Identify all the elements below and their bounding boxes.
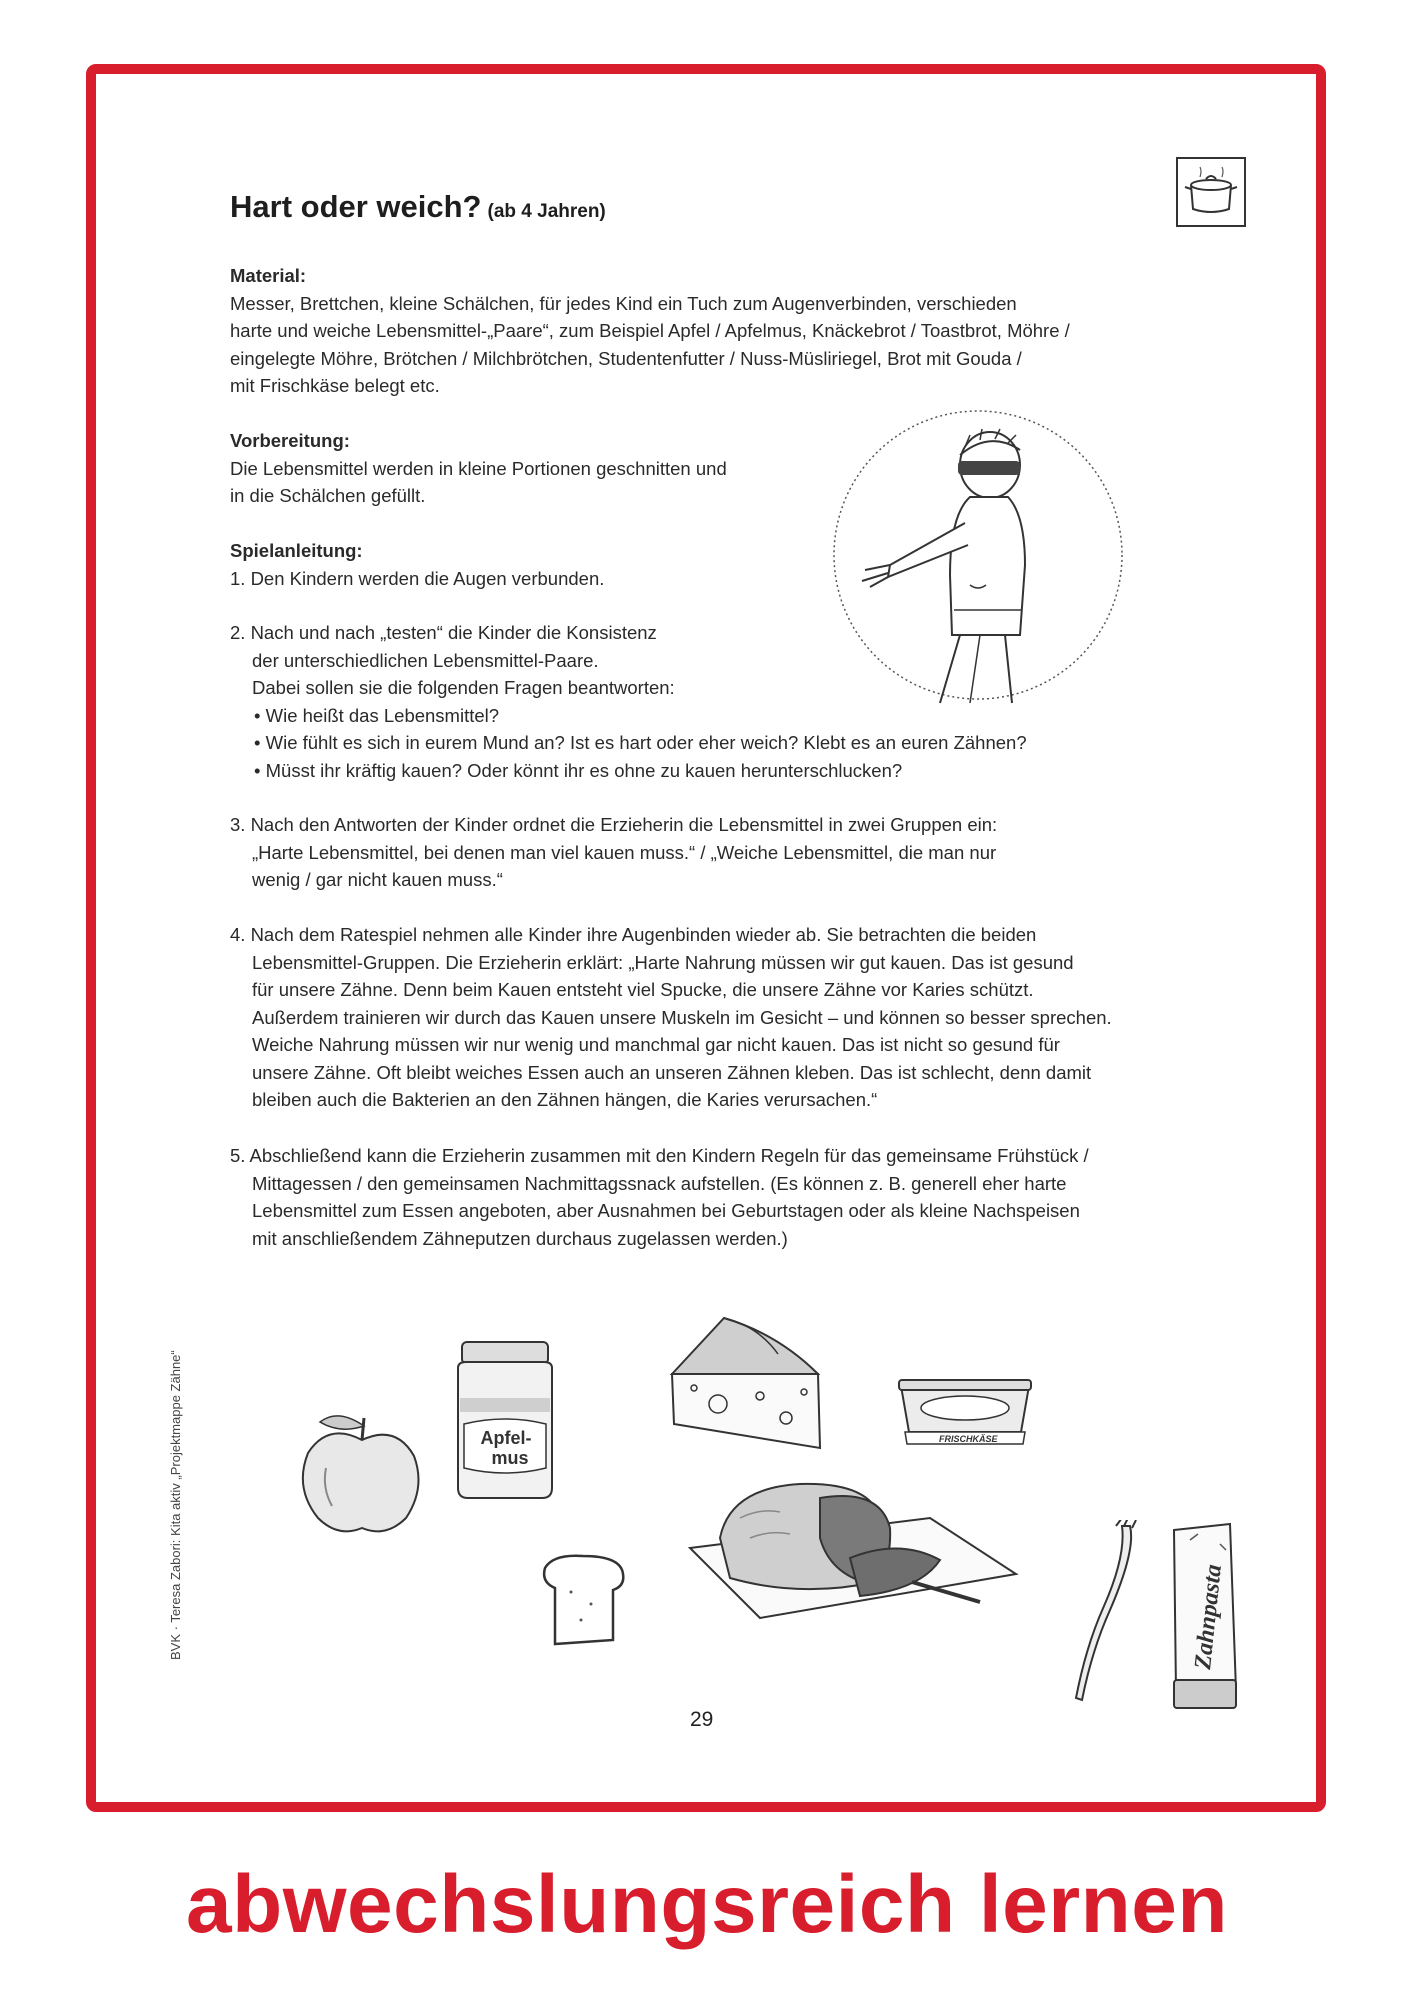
bullet-item: • Wie fühlt es sich in eurem Mund an? Ist es hart oder eher weich? Klebt es an euren Zähnen? <box>254 732 1027 753</box>
cream-cheese-tub-illustration <box>895 1372 1035 1452</box>
step-5-line: Mittagessen / den gemeinsamen Nachmittagssnack aufstellen. (Es können z. B. generell eher harte <box>252 1172 1067 1194</box>
step-4-line: 4. Nach dem Ratespiel nehmen alle Kinder ihre Augenbinden wieder ab. Sie betrachten die beiden <box>230 924 1037 945</box>
bread-on-board-illustration <box>680 1478 1020 1638</box>
step-2-line: Dabei sollen sie die folgenden Fragen beantworten: <box>252 677 675 698</box>
step-4-line: bleiben auch die Bakterien an den Zähnen hängen, die Karies verursachen.“ <box>252 1089 878 1110</box>
step-3-line: wenig / gar nicht kauen muss.“ <box>252 869 503 890</box>
cream-cheese-label: FRISCHKÄSE <box>939 1434 998 1444</box>
page-title: Hart oder weich? (ab 4 Jahren) <box>230 189 606 224</box>
step-3 <box>230 811 997 894</box>
bullet-item: • Müsst ihr kräftig kauen? Oder könnt ihr es ohne zu kauen herunterschlucken? <box>254 759 903 781</box>
step-5 <box>230 1142 1089 1252</box>
material-section <box>230 262 1070 400</box>
step-2-line: der unterschiedlichen Lebensmittel-Paare. <box>252 649 599 671</box>
vorbereitung-section <box>230 427 727 510</box>
step-4-line: Lebensmittel-Gruppen. Die Erzieherin erklärt: „Harte Nahrung müssen wir gut kauen. Das ist gesund <box>252 951 1074 973</box>
material-line: Messer, Brettchen, kleine Schälchen, für jedes Kind ein Tuch zum Augenverbinden, verschieden <box>230 292 1017 314</box>
spielanleitung-section <box>230 537 604 592</box>
apple-illustration <box>298 1408 426 1540</box>
cooking-pot-icon <box>1176 157 1246 227</box>
step-4 <box>230 921 1112 1114</box>
vorbereitung-heading: Vorbereitung: <box>230 430 350 451</box>
step-1: 1. Den Kindern werden die Augen verbunden. <box>230 567 605 589</box>
step-3-line: 3. Nach den Antworten der Kinder ordnet die Erzieherin die Lebensmittel in zwei Gruppen ein: <box>230 814 998 835</box>
cheese-wedge-illustration <box>668 1314 828 1454</box>
step-5-line: Lebensmittel zum Essen angeboten, aber Ausnahmen bei Geburtstagen oder als kleine Nachspeisen <box>252 1200 1080 1221</box>
toothpaste-label: Zahnpasta <box>1190 1563 1227 1671</box>
age-label: (ab 4 Jahren) <box>487 201 606 222</box>
vorbereitung-line: Die Lebensmittel werden in kleine Portionen geschnitten und <box>230 457 727 479</box>
step-2-line: 2. Nach und nach „testen“ die Kinder die Konsistenz <box>230 622 657 643</box>
bullet-item: • Wie heißt das Lebensmittel? <box>254 704 500 726</box>
spielanleitung-heading: Spielanleitung: <box>230 540 363 561</box>
step-4-line: für unsere Zähne. Denn beim Kauen entsteht viel Spucke, die unsere Zähne vor Karies schützt. <box>252 979 1034 1000</box>
material-line: mit Frischkäse belegt etc. <box>230 375 440 396</box>
step-5-line: 5. Abschließend kann die Erzieherin zusammen mit den Kindern Regeln für das gemeinsame Frühstück / <box>230 1145 1089 1166</box>
apfelmus-jar-illustration <box>452 1338 558 1502</box>
vorbereitung-line: in die Schälchen gefüllt. <box>230 485 426 506</box>
slogan: abwechslungsreich lernen <box>186 1859 1228 1950</box>
step-4-line: Außerdem trainieren wir durch das Kauen unsere Muskeln im Gesicht – und können so besser sprechen. <box>252 1006 1112 1028</box>
page-number: 29 <box>690 1708 714 1731</box>
step-4-line: unsere Zähne. Oft bleibt weiches Essen auch an unseren Zähnen kleben. Das ist schlecht, denn damit <box>252 1061 1092 1083</box>
toast-slice-illustration <box>541 1552 627 1648</box>
toothbrush-toothpaste-illustration <box>1070 1520 1250 1720</box>
side-credit: BVK · Teresa Zabori: Kita aktiv „Projektmappe Zähne“ <box>168 1350 183 1660</box>
jar-label-line-1: Apfel- <box>480 1428 532 1448</box>
step-3-line: „Harte Lebensmittel, bei denen man viel kauen muss.“ / „Weiche Lebensmittel, die man nur <box>252 841 997 863</box>
step-4-line: Weiche Nahrung müssen wir nur wenig und manchmal gar nicht kauen. Das ist nicht so gesund für <box>252 1034 1060 1055</box>
jar-label-line-2: mus <box>491 1448 529 1468</box>
material-heading: Material: <box>230 265 307 286</box>
material-line: eingelegte Möhre, Brötchen / Milchbrötchen, Studentenfutter / Nuss-Müsliriegel, Brot mit Gouda / <box>230 347 1022 369</box>
step-5-line: mit anschließendem Zähneputzen durchaus zugelassen werden.) <box>252 1227 788 1249</box>
blindfolded-child-illustration <box>830 405 1130 705</box>
material-line: harte und weiche Lebensmittel-„Paare“, zum Beispiel Apfel / Apfelmus, Knäckebrot / Toastbrot, Möhre / <box>230 320 1070 341</box>
